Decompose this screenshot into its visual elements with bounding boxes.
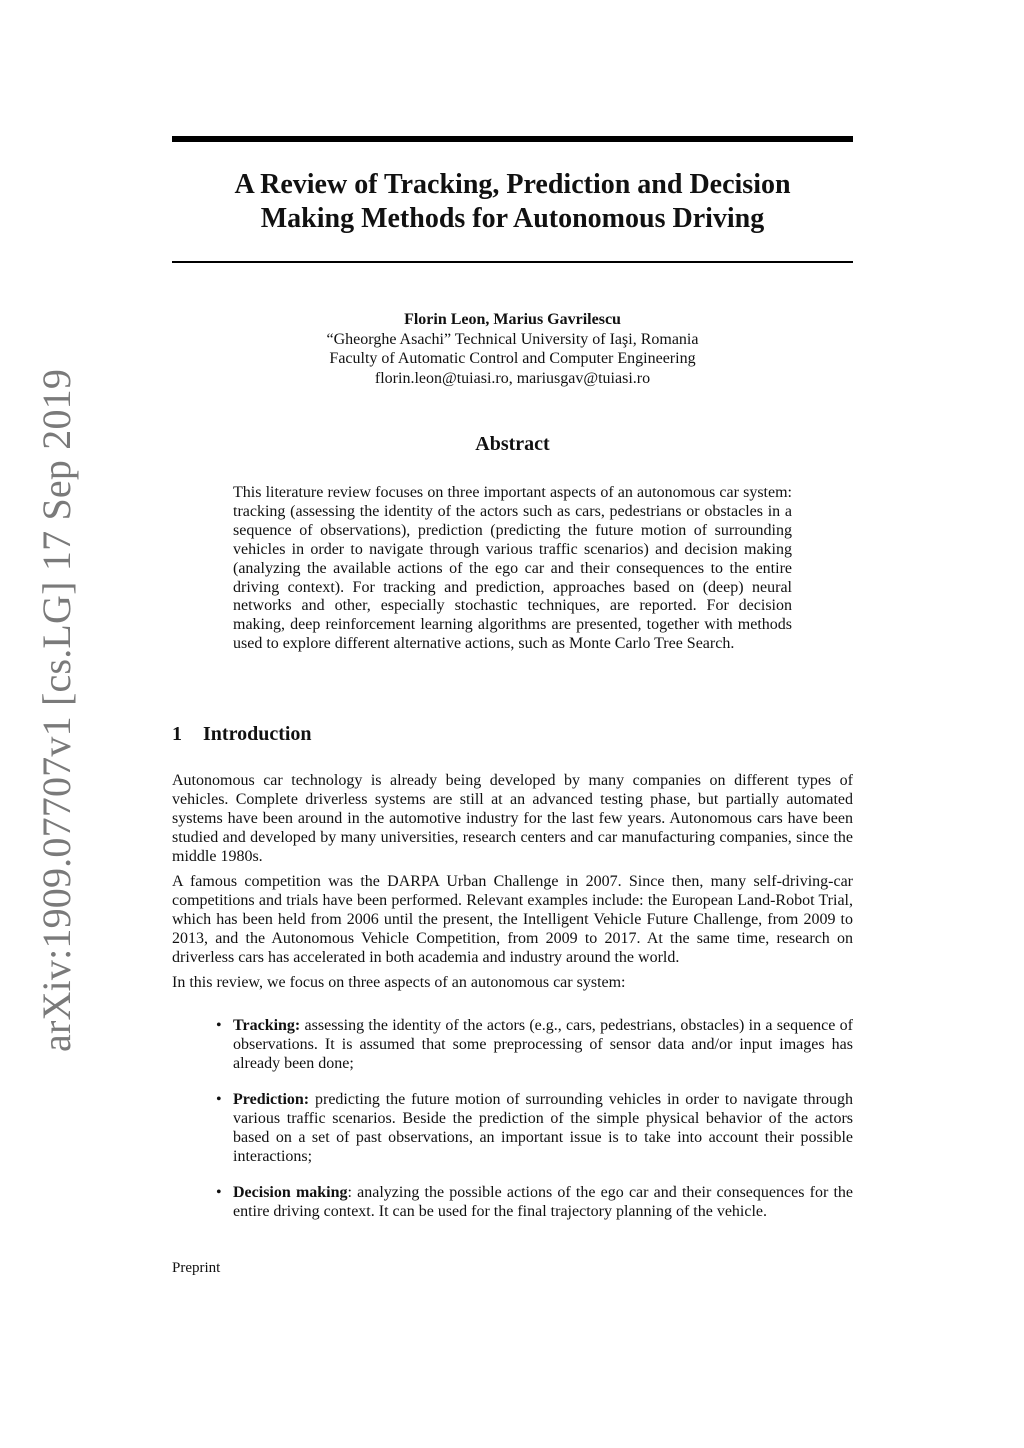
title-rule-bottom	[172, 261, 853, 263]
list-item-text: assessing the identity of the actors (e.g., cars, pedestrians, obstacles) in a sequence of observations. It is assumed that some preprocessing of sensor data and/or input images has already been done;	[233, 1017, 853, 1072]
bullet-icon: •	[216, 1091, 222, 1108]
arxiv-side-stamp: arXiv:1909.07707v1 [cs.LG] 17 Sep 2019	[34, 368, 79, 1052]
author-block	[172, 310, 853, 388]
affiliation-university: “Gheorghe Asachi” Technical University of Iaşi, Romania	[326, 330, 699, 348]
bullet-icon: •	[216, 1017, 222, 1034]
list-item-term: Prediction:	[233, 1091, 310, 1108]
section-title: Introduction	[203, 723, 312, 745]
bullet-icon: •	[216, 1184, 222, 1201]
list-item-text: predicting the future motion of surrounding vehicles in order to navigate through various traffic scenarios. Beside the prediction of the simple physical behavior of the actors based on a set of past observations, an important issue is to take into account their possible interactions;	[233, 1091, 853, 1165]
list-item-decision-making	[172, 1183, 853, 1221]
section-heading-introduction	[172, 722, 312, 746]
intro-paragraph-2: A famous competition was the DARPA Urban Challenge in 2007. Since then, many self-driving-car competitions and trials have been performed. Relevant examples include: the European Land-Robot Trial, which has been held from 2006 until the present, the Intelligent Vehicle Future Challenge, from 2009 to 2013, and the Autonomous Vehicle Competition, from 2009 to 2017. At the same time, research on driverless cars has accelerated in both academia and industry around the world.	[172, 873, 853, 966]
paper-title-line-1: A Review of Tracking, Prediction and Decision	[234, 169, 791, 200]
intro-paragraph-3: In this review, we focus on three aspects of an autonomous car system:	[172, 974, 626, 991]
affiliation-faculty: Faculty of Automatic Control and Computer Engineering	[329, 350, 696, 367]
paper-title-line-2: Making Methods for Autonomous Driving	[260, 203, 765, 234]
list-item-text: : analyzing the possible actions of the ego car and their consequences for the entire driving context. It can be used for the final trajectory planning of the vehicle.	[233, 1184, 854, 1220]
abstract-body: This literature review focuses on three important aspects of an autonomous car system: tracking (assessing the identity of the actors such as cars, pedestrians or obstacles in a sequence of observations), prediction (predicting the future motion of surrounding vehicles in order to navigate through various traffic scenarios) and decision making (analyzing the available actions of the ego car and their consequences to the entire driving context). For tracking and prediction, approaches based on (deep) neural networks and other, especially stochastic techniques, are reported. For decision making, deep reinforcement learning algorithms are presented, together with methods used to explore different alternative actions, such as Monte Carlo Tree Search.	[233, 484, 792, 653]
list-item-term: Tracking:	[233, 1017, 301, 1034]
paper-title	[172, 168, 853, 236]
title-rule-top	[172, 136, 853, 142]
abstract-heading: Abstract	[475, 433, 550, 455]
section-number: 1	[172, 723, 182, 745]
intro-paragraph-1: Autonomous car technology is already being developed by many companies on different types of vehicles. Complete driverless systems are still at an advanced testing phase, but partially automated systems have been around in the automotive industry for the last few years. Autonomous cars have been studied and developed by many universities, research centers and car manufacturing companies, since the middle 1980s.	[172, 772, 853, 865]
introduction-body	[172, 771, 853, 1238]
author-emails: florin.leon@tuiasi.ro, mariusgav@tuiasi.ro	[374, 369, 651, 387]
list-item-prediction	[172, 1090, 853, 1166]
list-item-term: Decision making	[233, 1184, 348, 1201]
footer-preprint: Preprint	[172, 1260, 221, 1276]
list-item-tracking	[172, 1016, 853, 1073]
author-names: Florin Leon, Marius Gavrilescu	[404, 311, 621, 328]
aspects-list	[172, 1016, 853, 1221]
